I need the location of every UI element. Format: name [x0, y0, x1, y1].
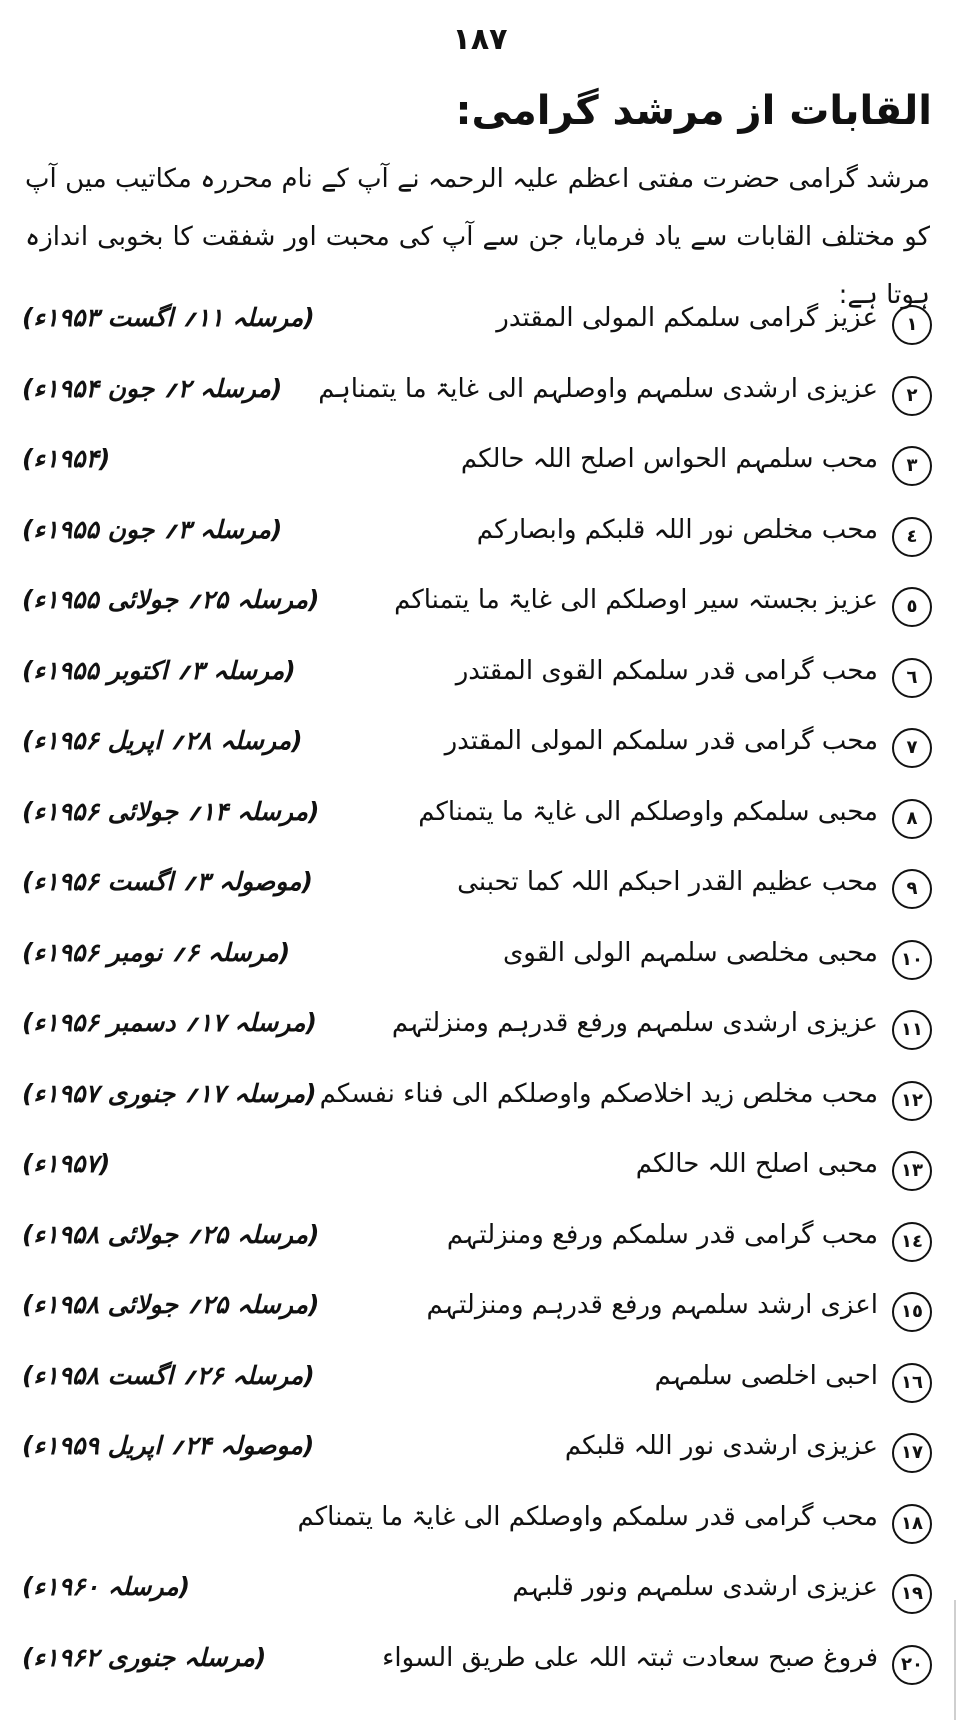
- item-title: محب گرامی قدر سلمکم واوصلکم الی غایۃ ما یتمناکم: [297, 1501, 878, 1532]
- item-date-note: (مرسلہ جنوری ۱۹۶۲ء): [22, 1642, 267, 1672]
- list-item: [0, 648, 960, 719]
- item-title: محب گرامی قدر سلمکم ورفع ومنزلتہم: [446, 1219, 878, 1250]
- item-title: عزیزی ارشدی سلمہم ونور قلبہم: [512, 1572, 878, 1602]
- item-number: ٤: [892, 517, 932, 557]
- item-number: ٧: [892, 728, 932, 768]
- list-item: [0, 1423, 960, 1494]
- list-item: [0, 1282, 960, 1353]
- item-title: عزیزی ارشدی سلمہم واوصلہم الی غایۃ ما یتمناہم: [318, 373, 878, 404]
- item-date-note: (مرسلہ ۶؍ نومبر ۱۹۵۶ء): [22, 937, 291, 967]
- item-title: عزیز گرامی سلمکم المولی المقتدر: [496, 303, 878, 333]
- list-item: [0, 295, 960, 366]
- item-title: عزیزی ارشدی سلمہم ورفع قدرہم ومنزلتہم: [391, 1008, 878, 1038]
- list-item: [0, 930, 960, 1001]
- item-date-note: (مرسلہ ۲۶؍ اگست ۱۹۵۸ء): [22, 1360, 315, 1390]
- list-item: [0, 1212, 960, 1283]
- item-title: اعزی ارشد سلمہم ورفع قدرہم ومنزلتہم: [426, 1290, 878, 1320]
- item-date-note: (موصولہ ۲۴؍ اپریل ۱۹۵۹ء): [22, 1431, 315, 1460]
- item-number: ٦: [892, 658, 932, 698]
- item-date-note: (مرسلہ ۱۱؍ اگست ۱۹۵۳ء): [22, 303, 315, 332]
- item-title: محبی مخلصی سلمہم الولی القوی: [502, 937, 878, 968]
- list-item: [0, 366, 960, 437]
- list-item: [0, 1494, 960, 1565]
- list-item: [0, 1564, 960, 1635]
- item-date-note: (مرسلہ ۲۵؍ جولائی ۱۹۵۸ء): [22, 1219, 320, 1249]
- item-number: ١٦: [892, 1363, 932, 1403]
- item-number: ١١: [892, 1010, 932, 1050]
- item-number: ٩: [892, 869, 932, 909]
- item-number: ٢: [892, 376, 932, 416]
- list-item: [0, 577, 960, 648]
- item-number: ٥: [892, 587, 932, 627]
- item-title: محب مخلص نور اللہ قلبکم وابصارکم: [476, 514, 878, 545]
- item-number: ١٥: [892, 1292, 932, 1332]
- list-item: [0, 859, 960, 930]
- item-title: محب عظیم القدر احبکم اللہ کما تحبنی: [457, 867, 878, 897]
- item-number: ١٨: [892, 1504, 932, 1544]
- item-number: ١٣: [892, 1151, 932, 1191]
- list-item: [0, 789, 960, 860]
- list-item: [0, 718, 960, 789]
- item-number: ١٢: [892, 1081, 932, 1121]
- item-date-note: (مرسلہ ۳؍ اکتوبر ۱۹۵۵ء): [22, 655, 296, 685]
- item-number: ١٩: [892, 1574, 932, 1614]
- item-title: عزیز بجستہ سیر اوصلکم الی غایۃ ما یتمناکم: [394, 585, 878, 615]
- item-number: ٣: [892, 446, 932, 486]
- list-item: [0, 436, 960, 507]
- intro-paragraph: مرشد گرامی حضرت مفتی اعظم علیہ الرحمہ نے آپ کے نام محررہ مکاتیب میں آپ کو مختلف القابات سے یاد فرمایا، جن سے آپ کی محبت اور شفقت کا بخوبی اندازہ ہوتا ہے:: [25, 164, 930, 310]
- section-heading: القابات از مرشد گرامی:: [455, 88, 932, 134]
- list-item: [0, 1353, 960, 1424]
- item-number: ١٠: [892, 940, 932, 980]
- scan-margin-line: [954, 1600, 956, 1720]
- item-date-note: (موصولہ ۳؍ اگست ۱۹۵۶ء): [22, 867, 313, 896]
- item-date-note: (مرسلہ ۲۵؍ جولائی ۱۹۵۸ء): [22, 1290, 320, 1319]
- item-number: ١٤: [892, 1222, 932, 1262]
- list-item: [0, 1635, 960, 1706]
- item-date-note: (مرسلہ ۱۷؍ دسمبر ۱۹۵۶ء): [22, 1008, 317, 1037]
- item-number: ٨: [892, 799, 932, 839]
- item-date-note: (مرسلہ ۱۴؍ جولائی ۱۹۵۶ء): [22, 796, 320, 826]
- item-number: ١٧: [892, 1433, 932, 1473]
- item-title: محب گرامی قدر سلمکم المولی المقتدر: [444, 726, 878, 756]
- item-number: ٢٠: [892, 1645, 932, 1685]
- item-title: احبی اخلصی سلمہم: [654, 1360, 878, 1391]
- item-date-note: (مرسلہ ۳؍ جون ۱۹۵۵ء): [22, 514, 283, 544]
- titles-list: [0, 295, 960, 1705]
- list-item: [0, 1071, 960, 1142]
- list-item: [0, 1000, 960, 1071]
- item-date-note: (مرسلہ ۲۵؍ جولائی ۱۹۵۵ء): [22, 585, 320, 614]
- item-title: محب سلمہم الحواس اصلح اللہ حالکم: [460, 444, 878, 474]
- item-date-note: (مرسلہ ۲۸؍ اپریل ۱۹۵۶ء): [22, 726, 303, 755]
- item-date-note: (۱۹۵۴ء): [22, 444, 111, 473]
- item-title: محبی اصلح اللہ حالکم: [635, 1149, 878, 1179]
- list-item: [0, 507, 960, 578]
- item-date-note: (۱۹۵۷ء): [22, 1149, 111, 1178]
- item-date-note: (مرسلہ ۱۷؍ جنوری ۱۹۵۷ء): [22, 1078, 317, 1108]
- item-title: محب گرامی قدر سلمکم القوی المقتدر: [455, 655, 878, 686]
- item-date-note: (مرسلہ ۲؍ جون ۱۹۵۴ء): [22, 373, 283, 403]
- item-number: ١: [892, 305, 932, 345]
- item-title: محبی سلمکم واوصلکم الی غایۃ ما یتمناکم: [418, 796, 878, 827]
- item-title: فروغ صبح سعادت ثبتہ اللہ علی طریق السواء: [382, 1642, 878, 1673]
- page-number: ١٨٧: [452, 22, 508, 57]
- item-title: عزیزی ارشدی نور اللہ قلبکم: [564, 1431, 878, 1461]
- item-date-note: (مرسلہ ۱۹۶۰ء): [22, 1572, 191, 1601]
- item-title: محب مخلص زید اخلاصکم واوصلکم الی فناء نفسکم: [319, 1078, 878, 1109]
- list-item: [0, 1141, 960, 1212]
